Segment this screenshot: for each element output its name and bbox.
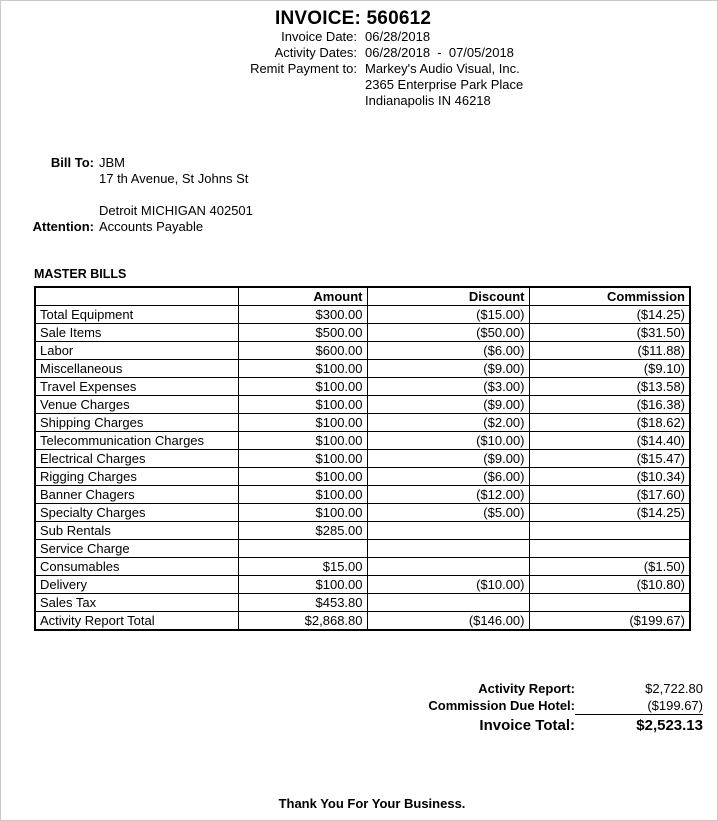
activity-dates-value: 06/28/2018 - 07/05/2018 [365,45,514,60]
row-amount: $100.00 [238,504,367,522]
table-row [35,306,690,324]
row-commission: ($15.47) [529,450,690,468]
row-label: Banner Chagers [35,486,238,504]
bill-to-name-row [1,155,253,171]
row-amount: $285.00 [238,522,367,540]
row-amount: $100.00 [238,486,367,504]
remit-payment-name: Markey's Audio Visual, Inc. [365,61,520,76]
column-header-item [35,287,238,306]
row-discount: ($15.00) [367,306,529,324]
row-discount [367,594,529,612]
column-header-commission: Commission [529,287,690,306]
invoice-total-label: Invoice Total: [479,717,575,734]
row-commission: ($10.34) [529,468,690,486]
bill-to-name: JBM [99,155,125,170]
row-amount: $500.00 [238,324,367,342]
master-bills-table [34,286,691,631]
activity-dates-label: Activity Dates: [274,45,357,60]
row-amount: $100.00 [238,396,367,414]
bill-to-city-label [1,203,94,219]
column-header-amount: Amount [238,287,367,306]
row-amount [238,540,367,558]
row-label: Telecommunication Charges [35,432,238,450]
invoice-total-value: $2,523.13 [636,717,703,734]
row-amount: $100.00 [238,468,367,486]
table-row [35,594,690,612]
row-amount: $600.00 [238,342,367,360]
row-amount: $300.00 [238,306,367,324]
header-field-remit-city [1,93,717,109]
table-row [35,468,690,486]
row-commission: ($10.80) [529,576,690,594]
row-discount: ($10.00) [367,432,529,450]
table-row [35,486,690,504]
table-header-row [35,287,690,306]
attention-value: Accounts Payable [99,219,204,234]
row-discount: ($3.00) [367,378,529,396]
row-amount: $100.00 [238,378,367,396]
row-commission: ($17.60) [529,486,690,504]
row-commission: ($14.40) [529,432,690,450]
table-row [35,522,690,540]
table-row [35,450,690,468]
table-row [35,558,690,576]
attention-label: Attention: [32,219,94,234]
remit-street-label [1,77,357,93]
bill-to-city-row [1,203,253,219]
row-label: Specialty Charges [35,504,238,522]
bill-to-street-row [1,171,253,187]
row-label: Miscellaneous [35,360,238,378]
row-commission [529,540,690,558]
header-field-activity-dates [1,45,717,61]
row-amount: $453.80 [238,594,367,612]
summary-block [1,680,703,736]
row-amount: $100.00 [238,360,367,378]
row-label: Sale Items [35,324,238,342]
table-row [35,342,690,360]
column-header-discount: Discount [367,287,529,306]
header-field-remit-payment [1,61,717,77]
row-discount: ($6.00) [367,468,529,486]
commission-due-label: Commission Due Hotel: [428,698,575,713]
row-amount: $100.00 [238,414,367,432]
row-label: Electrical Charges [35,450,238,468]
row-amount: $15.00 [238,558,367,576]
bill-to-block [1,155,253,235]
row-label: Labor [35,342,238,360]
row-discount [367,558,529,576]
row-commission: ($199.67) [529,612,690,631]
row-discount: ($146.00) [367,612,529,631]
row-discount: ($6.00) [367,342,529,360]
row-label: Consumables [35,558,238,576]
header-field-remit-street [1,77,717,93]
bill-to-city: Detroit MICHIGAN 402501 [99,203,253,218]
master-bills-heading: MASTER BILLS [34,267,127,281]
row-commission: ($11.88) [529,342,690,360]
row-label: Delivery [35,576,238,594]
table-row [35,378,690,396]
table-row [35,414,690,432]
row-commission: ($14.25) [529,504,690,522]
bill-to-label: Bill To: [50,155,94,170]
thank-you-message: Thank You For Your Business. [278,796,466,811]
row-discount: ($9.00) [367,396,529,414]
row-label: Service Charge [35,540,238,558]
row-amount: $100.00 [238,432,367,450]
row-commission [529,594,690,612]
row-discount [367,522,529,540]
row-commission: ($13.58) [529,378,690,396]
remit-street-value: 2365 Enterprise Park Place [365,77,524,92]
row-discount: ($2.00) [367,414,529,432]
table-row [35,396,690,414]
table-row [35,504,690,522]
invoice-date-value: 06/28/2018 [365,29,431,44]
activity-report-label: Activity Report: [478,681,575,696]
summary-invoice-total-row [1,716,703,736]
row-label: Venue Charges [35,396,238,414]
table-row [35,576,690,594]
row-label: Travel Expenses [35,378,238,396]
row-label: Total Equipment [35,306,238,324]
bill-to-street-label [1,171,94,187]
row-commission: ($1.50) [529,558,690,576]
row-discount: ($9.00) [367,450,529,468]
row-commission: ($9.10) [529,360,690,378]
row-label: Sub Rentals [35,522,238,540]
row-amount: $100.00 [238,450,367,468]
commission-due-value: ($199.67) [575,697,703,715]
table-row [35,324,690,342]
bill-to-street: 17 th Avenue, St Johns St [99,171,249,186]
remit-payment-label: Remit Payment to: [250,61,357,76]
table-row [35,540,690,558]
row-commission: ($18.62) [529,414,690,432]
invoice-header-block [1,29,717,109]
activity-report-value: $2,722.80 [645,681,703,696]
row-label: Shipping Charges [35,414,238,432]
table-row [35,432,690,450]
bill-to-blank-label [1,187,94,203]
row-discount [367,540,529,558]
invoice-date-label: Invoice Date: [281,29,357,44]
remit-city-label [1,93,357,109]
remit-city-value: Indianapolis IN 46218 [365,93,491,108]
row-label: Rigging Charges [35,468,238,486]
row-commission: ($14.25) [529,306,690,324]
summary-commission-due-row [1,697,703,715]
invoice-title: INVOICE: 560612 [275,8,432,29]
header-field-invoice-date [1,29,717,45]
table-row [35,360,690,378]
summary-activity-report-row [1,680,703,697]
row-commission [529,522,690,540]
row-commission: ($16.38) [529,396,690,414]
row-discount: ($10.00) [367,576,529,594]
row-label: Sales Tax [35,594,238,612]
row-discount: ($5.00) [367,504,529,522]
row-discount: ($9.00) [367,360,529,378]
row-discount: ($12.00) [367,486,529,504]
attention-row [1,219,253,235]
row-label: Activity Report Total [35,612,238,631]
row-discount: ($50.00) [367,324,529,342]
row-commission: ($31.50) [529,324,690,342]
row-amount: $100.00 [238,576,367,594]
table-row-total [35,612,690,631]
row-amount: $2,868.80 [238,612,367,631]
bill-to-blank-row [1,187,253,203]
